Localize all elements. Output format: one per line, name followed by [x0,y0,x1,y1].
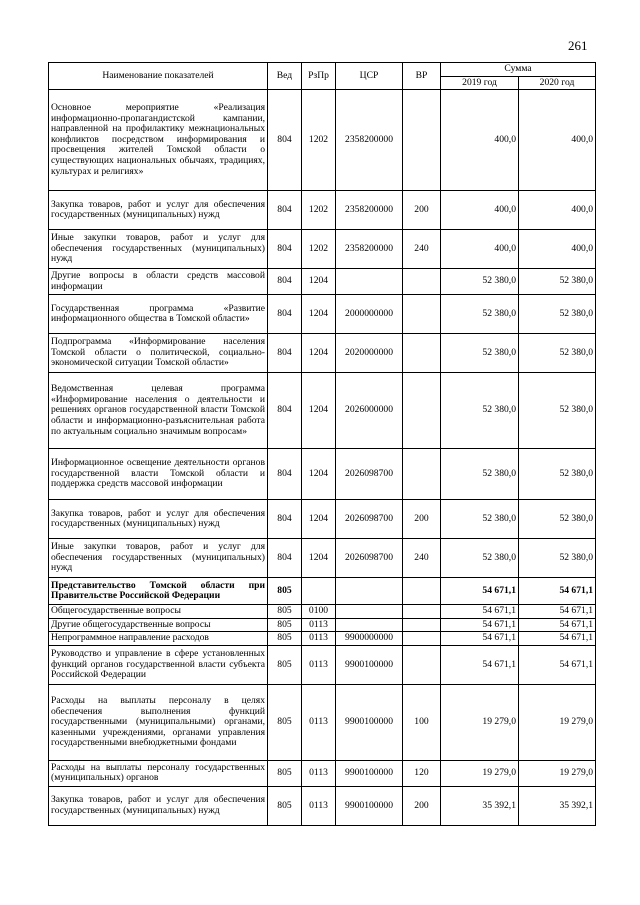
row-rzpr: 0113 [302,618,336,632]
row-sum-2020: 52 380,0 [519,449,596,500]
row-vr: 240 [403,230,441,269]
row-sum-2020: 52 380,0 [519,334,596,373]
row-sum-2019: 52 380,0 [441,373,519,449]
table-row [49,632,596,646]
row-sum-2019: 400,0 [441,90,519,191]
row-vr: 200 [403,191,441,230]
row-sum-2019: 35 392,1 [441,786,519,825]
row-ved: 804 [268,191,302,230]
table-row [49,539,596,578]
row-csr: 2026098700 [336,500,403,539]
row-sum-2019: 52 380,0 [441,500,519,539]
header-rzpr: РзПр [302,63,336,90]
row-vr: 100 [403,684,441,760]
row-vr [403,90,441,191]
row-ved: 804 [268,539,302,578]
row-name: Иные закупки товаров, работ и услуг для обеспечения государственных (муниципальных) нужд [49,539,268,578]
row-vr [403,632,441,646]
table-row [49,230,596,269]
header-name: Наименование показателей [49,63,268,90]
row-sum-2019: 19 279,0 [441,760,519,786]
row-ved: 805 [268,632,302,646]
table-row [49,90,596,191]
row-sum-2019: 52 380,0 [441,539,519,578]
table-row [49,373,596,449]
row-ved: 804 [268,90,302,191]
row-csr: 2358200000 [336,191,403,230]
row-sum-2019: 19 279,0 [441,684,519,760]
row-sum-2019: 52 380,0 [441,295,519,334]
row-ved: 804 [268,230,302,269]
row-csr: 2020000000 [336,334,403,373]
row-name: Закупка товаров, работ и услуг для обеспечения государственных (муниципальных) нужд [49,191,268,230]
row-sum-2020: 400,0 [519,191,596,230]
row-vr [403,449,441,500]
row-rzpr: 1204 [302,373,336,449]
row-sum-2019: 54 671,1 [441,605,519,619]
table-row [49,645,596,684]
table-row [49,269,596,295]
row-ved: 805 [268,760,302,786]
row-name: Закупка товаров, работ и услуг для обеспечения государственных (муниципальных) нужд [49,786,268,825]
row-ved: 805 [268,618,302,632]
header-csr: ЦСР [336,63,403,90]
table-row [49,449,596,500]
row-sum-2019: 54 671,1 [441,578,519,605]
row-csr: 2026098700 [336,539,403,578]
row-vr: 120 [403,760,441,786]
row-csr: 2358200000 [336,230,403,269]
row-vr: 200 [403,500,441,539]
row-name: Другие вопросы в области средств массовой информации [49,269,268,295]
row-vr [403,645,441,684]
row-name: Непрограммное направление расходов [49,632,268,646]
header-ved: Вед [268,63,302,90]
table-row [49,786,596,825]
row-name: Иные закупки товаров, работ и услуг для обеспечения государственных (муниципальных) нужд [49,230,268,269]
row-rzpr: 1204 [302,295,336,334]
row-csr: 2026098700 [336,449,403,500]
row-sum-2020: 52 380,0 [519,269,596,295]
row-name: Другие общегосударственные вопросы [49,618,268,632]
row-name: Расходы на выплаты персоналу в целях обеспечения выполнения функций государственными (муниципальными) органами, казенными учреждениями, органами управления государственными внебюджетными фондами [49,684,268,760]
row-name: Руководство и управление в сфере установленных функций органов государственной власти субъекта Российской Федерации [49,645,268,684]
row-vr: 240 [403,539,441,578]
row-sum-2020: 19 279,0 [519,760,596,786]
header-2019: 2019 год [441,76,519,90]
page-number: 261 [568,38,588,53]
row-sum-2020: 19 279,0 [519,684,596,760]
row-vr [403,269,441,295]
row-rzpr: 1204 [302,334,336,373]
table-row [49,760,596,786]
row-csr [336,269,403,295]
row-sum-2019: 52 380,0 [441,334,519,373]
table-row [49,605,596,619]
row-name: Информационное освещение деятельности органов государственной власти Томской области и поддержка средств массовой информации [49,449,268,500]
row-ved: 804 [268,373,302,449]
row-sum-2019: 54 671,1 [441,632,519,646]
row-rzpr [302,578,336,605]
row-rzpr: 0113 [302,786,336,825]
header-sum: Сумма [441,63,596,77]
row-rzpr: 1202 [302,90,336,191]
row-vr [403,618,441,632]
row-sum-2020: 52 380,0 [519,500,596,539]
table-row [49,618,596,632]
row-sum-2020: 54 671,1 [519,605,596,619]
row-csr: 9900100000 [336,645,403,684]
row-vr [403,334,441,373]
row-csr [336,578,403,605]
row-csr: 9900100000 [336,684,403,760]
table-row [49,578,596,605]
row-vr [403,605,441,619]
row-rzpr: 0113 [302,684,336,760]
row-sum-2020: 54 671,1 [519,632,596,646]
row-csr: 2358200000 [336,90,403,191]
row-name: Представительство Томской области при Правительстве Российской Федерации [49,578,268,605]
row-sum-2020: 400,0 [519,90,596,191]
row-sum-2019: 54 671,1 [441,645,519,684]
row-ved: 804 [268,334,302,373]
row-vr [403,578,441,605]
row-name: Закупка товаров, работ и услуг для обеспечения государственных (муниципальных) нужд [49,500,268,539]
row-sum-2020: 54 671,1 [519,645,596,684]
table-row [49,334,596,373]
row-name: Расходы на выплаты персоналу государственных (муниципальных) органов [49,760,268,786]
row-ved: 805 [268,578,302,605]
row-rzpr: 0113 [302,760,336,786]
row-rzpr: 0113 [302,645,336,684]
row-vr: 200 [403,786,441,825]
row-sum-2019: 400,0 [441,191,519,230]
row-csr: 2026000000 [336,373,403,449]
row-ved: 805 [268,605,302,619]
row-name: Подпрограмма «Информирование населения Томской области о политической, социально-экономической ситуации Томской области» [49,334,268,373]
table-row [49,295,596,334]
row-name: Ведомственная целевая программа «Информирование населения о деятельности и решениях органов государственной власти Томской области и информационно-разъяснительная работа по актуальным социально значимым вопросам» [49,373,268,449]
header-2020: 2020 год [519,76,596,90]
table-body [49,90,596,826]
row-ved: 804 [268,449,302,500]
row-rzpr: 1204 [302,269,336,295]
row-rzpr: 1202 [302,191,336,230]
row-ved: 804 [268,500,302,539]
row-rzpr: 1204 [302,449,336,500]
row-rzpr: 1202 [302,230,336,269]
budget-table [48,62,596,826]
row-sum-2020: 54 671,1 [519,618,596,632]
row-ved: 804 [268,269,302,295]
row-sum-2020: 35 392,1 [519,786,596,825]
row-ved: 805 [268,645,302,684]
row-rzpr: 1204 [302,500,336,539]
row-name: Основное мероприятие «Реализация информационно-пропагандистской кампании, направленной на профилактику межнациональных конфликтов посредством информирования и просвещения жителей Томской области о существующих национальных обычаях, традициях, культурах и религиях» [49,90,268,191]
row-rzpr: 0113 [302,632,336,646]
row-name: Общегосударственные вопросы [49,605,268,619]
row-sum-2020: 52 380,0 [519,539,596,578]
row-ved: 804 [268,295,302,334]
row-sum-2020: 52 380,0 [519,295,596,334]
table-row [49,684,596,760]
row-vr [403,295,441,334]
table-row [49,500,596,539]
row-vr [403,373,441,449]
row-csr: 2000000000 [336,295,403,334]
row-sum-2019: 400,0 [441,230,519,269]
row-csr: 9900100000 [336,786,403,825]
row-rzpr: 1204 [302,539,336,578]
row-sum-2020: 400,0 [519,230,596,269]
row-csr: 9900000000 [336,632,403,646]
table-row [49,191,596,230]
row-sum-2019: 52 380,0 [441,449,519,500]
row-name: Государственная программа «Развитие информационного общества в Томской области» [49,295,268,334]
row-ved: 805 [268,684,302,760]
header-vr: ВР [403,63,441,90]
row-rzpr: 0100 [302,605,336,619]
row-ved: 805 [268,786,302,825]
row-sum-2020: 54 671,1 [519,578,596,605]
row-sum-2020: 52 380,0 [519,373,596,449]
row-csr: 9900100000 [336,760,403,786]
row-sum-2019: 52 380,0 [441,269,519,295]
row-sum-2019: 54 671,1 [441,618,519,632]
row-csr [336,618,403,632]
row-csr [336,605,403,619]
